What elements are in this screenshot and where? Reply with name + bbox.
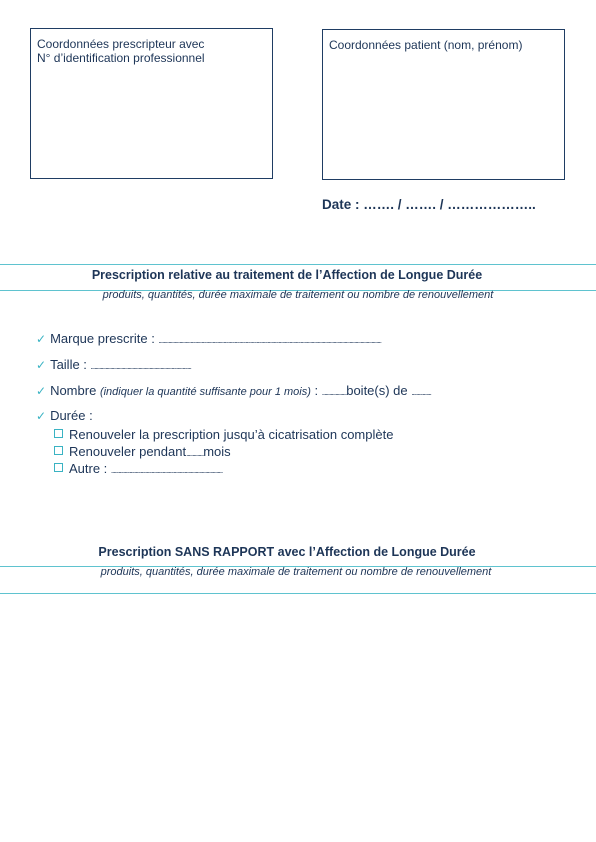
option1-label: Renouveler la prescription jusqu’à cicatrisation complète (69, 427, 394, 442)
taille-row[interactable] (36, 357, 191, 372)
prescriber-label-line2: N° d’identification professionnel (37, 51, 205, 65)
check-icon: ✓ (36, 409, 47, 423)
taille-dots: .................................................................................. (90, 362, 191, 371)
option-renew-until-healing[interactable] (54, 427, 393, 442)
nombre-boite-label: boite(s) de (346, 383, 408, 398)
checkbox-icon[interactable] (54, 446, 63, 455)
option3-dots: ........................................................................................... (110, 466, 223, 475)
nombre-row[interactable] (36, 383, 431, 398)
date-field[interactable]: Date : ……. / ……. / ……………….. (322, 197, 536, 212)
section2-subtitle: produits, quantités, durée maximale de traitement ou nombre de renouvellement (100, 566, 492, 578)
patient-info-box[interactable] (322, 29, 565, 180)
section1-subtitle: produits, quantités, durée maximale de traitement ou nombre de renouvellement (102, 289, 494, 301)
option3-prefix: Autre : (69, 461, 108, 476)
checkbox-icon[interactable] (54, 429, 63, 438)
option2-prefix: Renouveler pendant (69, 444, 187, 459)
marque-prescrite-row[interactable] (36, 331, 381, 346)
marque-dots: ...................................................................................................................................................................................... (158, 336, 381, 345)
nombre-hint: (indiquer la quantité suffisante pour 1 mois) (99, 386, 311, 398)
nombre-dots-size: ................ (411, 388, 431, 397)
taille-label: Taille : (50, 357, 87, 372)
option2-dots: .............. (186, 449, 204, 458)
patient-label: Coordonnées patient (nom, prénom) (329, 38, 523, 52)
section2-title: Prescription SANS RAPPORT avec l’Affection de Longue Durée (98, 545, 476, 559)
check-icon: ✓ (36, 332, 47, 346)
duree-row (36, 408, 93, 423)
prescriber-info-box[interactable] (30, 28, 273, 179)
prescriber-label-line1: Coordonnées prescripteur avec (37, 37, 205, 51)
checkbox-icon[interactable] (54, 463, 63, 472)
check-icon: ✓ (36, 358, 47, 372)
marque-label: Marque prescrite : (50, 331, 155, 346)
option-renew-for-months[interactable] (54, 444, 231, 459)
check-icon: ✓ (36, 384, 47, 398)
option2-suffix: mois (203, 444, 231, 459)
section1-title: Prescription relative au traitement de l’Affection de Longue Durée (91, 268, 483, 282)
nombre-colon: : (314, 383, 319, 398)
nombre-dots-quantity: .................... (321, 388, 347, 397)
duree-label: Durée : (50, 408, 93, 423)
divider-top-1 (0, 264, 596, 265)
nombre-label: Nombre (50, 383, 97, 398)
option-other[interactable] (54, 461, 222, 476)
divider-bottom-2 (0, 593, 596, 594)
